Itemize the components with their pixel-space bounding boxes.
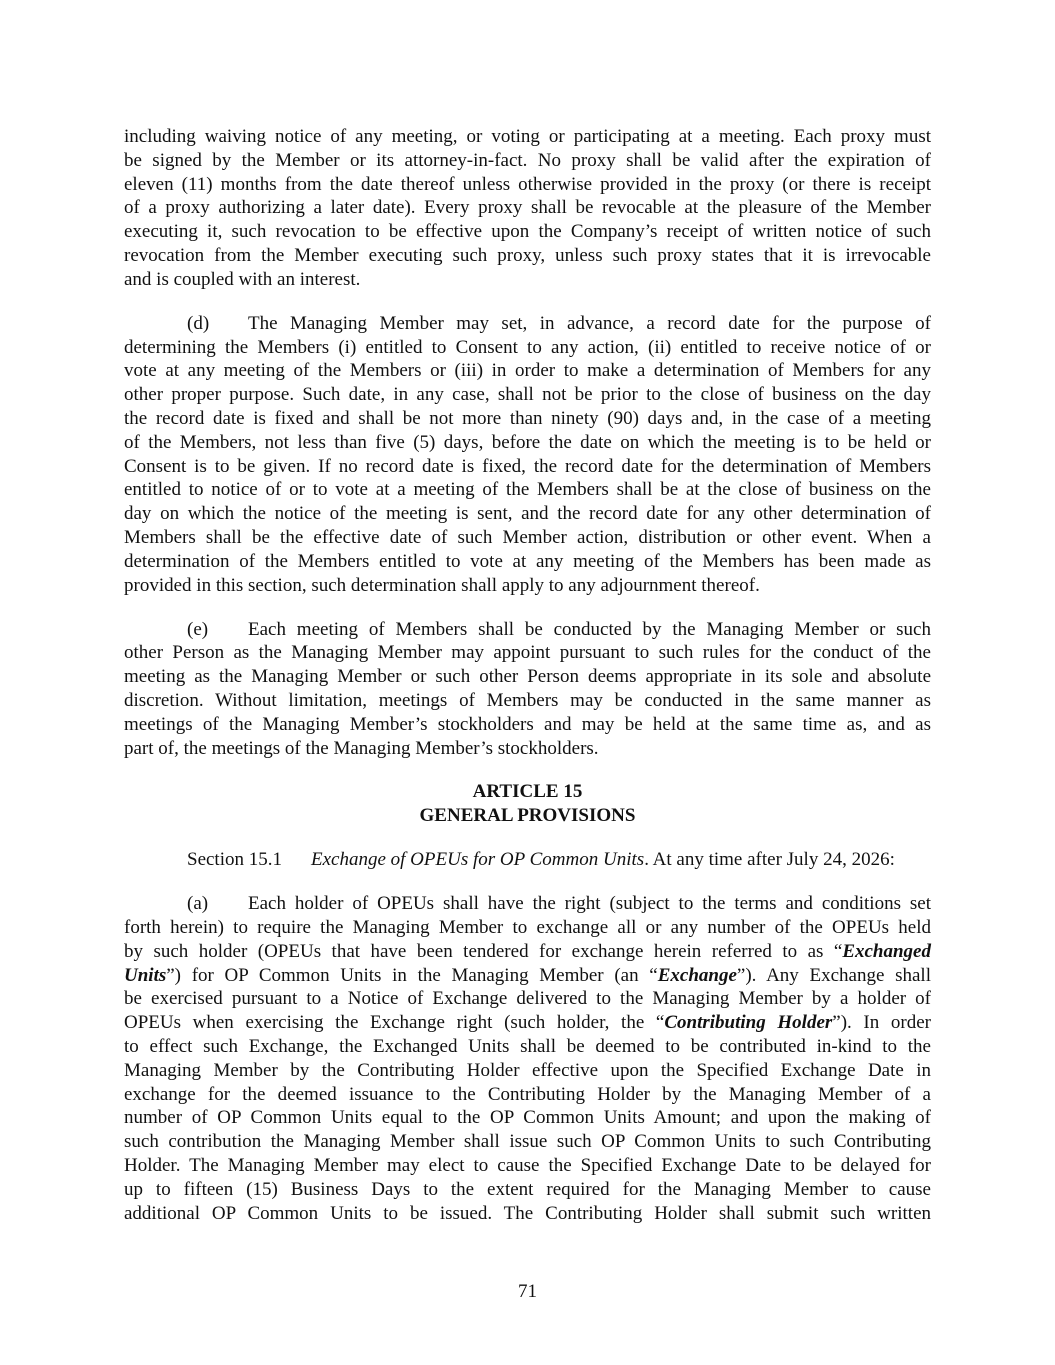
- line-text: and is coupled with an interest.: [124, 268, 361, 290]
- text-line: [124, 1083, 931, 1107]
- line-text: part of, the meetings of the Managing Member’s stockholders.: [124, 737, 599, 759]
- line-text: including waiving notice of any meeting, or voting or participating at a meeting. Each proxy must: [124, 126, 931, 147]
- line-text: other Person as the Managing Member may appoint pursuant to such rules for the conduct of the: [124, 642, 931, 664]
- text-line: [124, 550, 931, 574]
- line-text: meeting as the Managing Member or such other Person deems appropriate in its sole and absolute: [124, 666, 931, 688]
- line-text: up to fifteen (15) Business Days to the extent required for the Managing Member to cause: [124, 1178, 931, 1200]
- text-line: [124, 665, 931, 689]
- defined-term: Contributing Holder: [664, 1012, 833, 1034]
- text-line: [124, 431, 931, 455]
- page-number: 71: [518, 1281, 537, 1302]
- text-line: [124, 502, 931, 526]
- text-line: [124, 478, 931, 502]
- line-text: of a proxy authorizing a later date). Every proxy shall be revocable at the pleasure of the Member: [124, 197, 931, 219]
- text-line: [124, 964, 931, 988]
- line-text: additional OP Common Units to be issued. The Contributing Holder shall submit such written: [124, 1202, 931, 1224]
- document-page: [124, 125, 931, 1246]
- clause-label: (e): [187, 618, 209, 640]
- paragraphs: [124, 125, 931, 760]
- text-line: [124, 1154, 931, 1178]
- text-line: [124, 359, 931, 383]
- text-line: [124, 1106, 931, 1130]
- text-line: [124, 268, 931, 292]
- section-title: Exchange of OPEUs for OP Common Units: [311, 849, 645, 871]
- text-line: [124, 713, 931, 737]
- line-text: be signed by the Member or its attorney-in-fact. No proxy shall be valid after the expiration of: [124, 149, 931, 171]
- text-line: [124, 1202, 931, 1226]
- paragraph-clause-d: [124, 312, 931, 598]
- line-text: entitled to notice of or to vote at a meeting of the Members shall be at the close of business on the: [124, 479, 931, 501]
- section-label: Section 15.1: [187, 849, 282, 871]
- clause-label: (d): [187, 312, 210, 334]
- text-line: [124, 455, 931, 479]
- line-text: discretion. Without limitation, meetings of Members may be conducted in the same manner as: [124, 689, 931, 711]
- line-text: by such holder (OPEUs that have been tendered for exchange herein referred to as “: [124, 940, 843, 962]
- line-text: such contribution the Managing Member shall issue such OP Common Units to such Contributing: [124, 1131, 931, 1153]
- line-text: the record date is fixed and shall be not more than ninety (90) days and, in the case of a meeting: [124, 407, 931, 429]
- line-text: day on which the notice of the meeting is sent, and the record date for any other determination of: [124, 503, 931, 525]
- line-text: Holder. The Managing Member may elect to cause the Specified Exchange Date to be delayed for: [124, 1155, 931, 1177]
- section-heading: [124, 848, 931, 872]
- line-text: number of OP Common Units equal to the OP Common Units Amount; and upon the making of: [124, 1107, 931, 1129]
- text-line: [124, 220, 931, 244]
- text-line: [124, 641, 931, 665]
- line-text: to effect such Exchange, the Exchanged Units shall be deemed to be contributed in-kind to the: [124, 1036, 931, 1058]
- text-line: [124, 892, 931, 916]
- line-text: Each meeting of Members shall be conducted by the Managing Member or such: [248, 618, 931, 640]
- section-line: [124, 848, 931, 872]
- line-text: vote at any meeting of the Members or (iii) in order to make a determination of Members for any: [124, 360, 931, 382]
- line-text: of the Members, not less than five (5) days, before the date on which the meeting is to be held or: [124, 431, 931, 453]
- line-text: forth herein) to require the Managing Member to exchange all or any number of the OPEUs held: [124, 917, 931, 939]
- line-text: be exercised pursuant to a Notice of Exchange delivered to the Managing Member by a holder of: [124, 988, 931, 1010]
- paragraph-proxy-continuation: [124, 125, 931, 292]
- line-text: meetings of the Managing Member’s stockholders and may be held at the same time as, and as: [124, 713, 931, 735]
- line-text: Each holder of OPEUs shall have the right (subject to the terms and conditions set: [248, 893, 931, 915]
- line-text: eleven (11) months from the date thereof unless otherwise provided in the proxy (or there is receipt: [124, 173, 931, 195]
- line-text: determining the Members (i) entitled to Consent to any action, (ii) entitled to receive notice of or: [124, 336, 931, 358]
- article-title: GENERAL PROVISIONS: [419, 805, 636, 827]
- line-text: exchange for the deemed issuance to the Contributing Holder by the Managing Member of a: [124, 1083, 931, 1105]
- clause-label: (a): [187, 893, 209, 915]
- text-line: [124, 916, 931, 940]
- line-text: Members shall be the effective date of such Member action, distribution or other event. When a: [124, 526, 931, 548]
- text-line: [124, 407, 931, 431]
- text-line: [124, 737, 931, 761]
- text-line: [124, 1130, 931, 1154]
- text-line: [124, 1011, 931, 1035]
- article-number: ARTICLE 15: [472, 781, 583, 803]
- text-line: [124, 125, 931, 149]
- text-line: [124, 526, 931, 550]
- line-text: OPEUs when exercising the Exchange right (such holder, the “: [124, 1012, 665, 1034]
- article-heading: [124, 780, 931, 828]
- text-line: [124, 574, 931, 598]
- line-text: provided in this section, such determination shall apply to any adjournment thereof.: [124, 574, 760, 596]
- clause-a: [124, 892, 931, 1225]
- line-text: determination of the Members entitled to vote at any meeting of the Members has been made as: [124, 550, 931, 572]
- text-line: [124, 689, 931, 713]
- defined-term: Exchanged: [842, 940, 931, 962]
- text-line: [124, 618, 931, 642]
- line-text: other proper purpose. Such date, in any case, shall not be prior to the close of business on the day: [124, 384, 931, 406]
- line-text: The Managing Member may set, in advance, a record date for the purpose of: [248, 312, 931, 334]
- text-line: [124, 383, 931, 407]
- line-text: executing it, such revocation to be effective upon the Company’s receipt of written notice of such: [124, 221, 931, 243]
- text-line: [124, 312, 931, 336]
- text-line: [124, 1178, 931, 1202]
- line-text: ”). Any Exchange shall: [736, 964, 931, 986]
- text-line: [124, 336, 931, 360]
- line-text: Managing Member by the Contributing Holder effective upon the Specified Exchange Date in: [124, 1059, 931, 1081]
- defined-term: Exchange: [657, 964, 737, 986]
- text-line: [124, 173, 931, 197]
- section-intro: . At any time after July 24, 2026:: [644, 849, 895, 871]
- line-text: ”). In order: [832, 1012, 931, 1034]
- text-line: [124, 1035, 931, 1059]
- line-text: Consent is to be given. If no record date is fixed, the record date for the determination of Members: [124, 455, 931, 477]
- paragraph-clause-e: [124, 618, 931, 761]
- text-line: [124, 196, 931, 220]
- text-line: [124, 244, 931, 268]
- text-line: [124, 149, 931, 173]
- text-line: [124, 940, 931, 964]
- line-text: ”) for OP Common Units in the Managing Member (an “: [166, 964, 658, 986]
- line-text: revocation from the Member executing such proxy, unless such proxy states that it is irrevocable: [124, 244, 931, 266]
- text-line: [124, 987, 931, 1011]
- defined-term: Units: [124, 964, 167, 986]
- text-line: [124, 1059, 931, 1083]
